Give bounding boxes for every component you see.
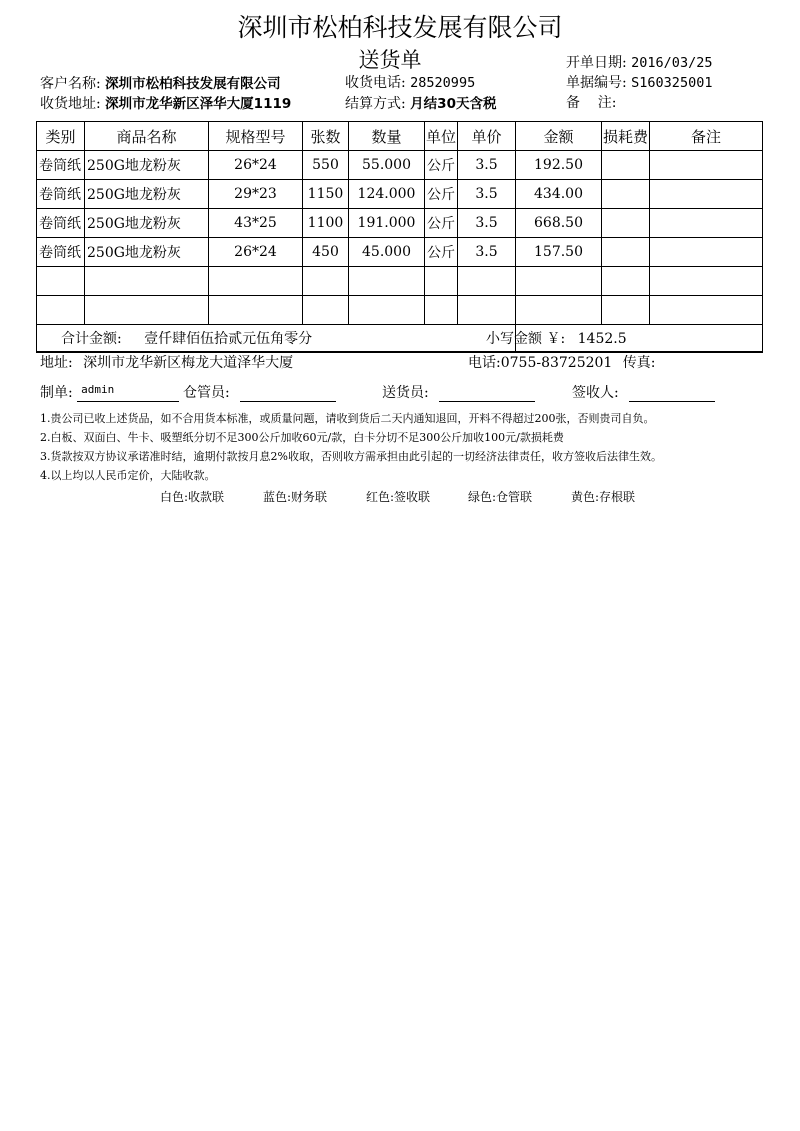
cell-unit-price: 3.5 [458, 180, 516, 209]
signer-sign-line[interactable] [629, 383, 715, 402]
note-2: 2.白板、双面白、牛卡、吸塑纸分切不足300公斤加收60元/款，白卡分切不足300公斤加收100元/款损耗费 [40, 431, 564, 444]
open-date-value: 2016/03/25 [631, 55, 713, 71]
warehouse-label: 仓管员: [183, 385, 230, 401]
customer-value: 深圳市松柏科技发展有限公司 [105, 76, 281, 92]
address-label: 收货地址: [40, 96, 101, 112]
items-table [36, 121, 763, 353]
phone-label: 收货电话: [345, 75, 406, 91]
cell-product-name: 250G地龙粉灰 [85, 209, 209, 238]
col-unit-price: 单价 [458, 122, 516, 151]
cell-remark [650, 151, 763, 180]
cell-unit-price: 3.5 [458, 151, 516, 180]
payment-row [345, 92, 496, 113]
phone-value: 28520995 [410, 75, 476, 91]
cell-sheets: 1100 [303, 209, 349, 238]
cell-loss-fee [602, 151, 650, 180]
cell-unit: 公斤 [425, 151, 458, 180]
doc-no-row [566, 72, 712, 92]
cell-remark [650, 180, 763, 209]
cell-loss-fee [602, 238, 650, 267]
tel-value: 0755-83725201 [500, 355, 613, 371]
delivery-label: 送货员: [382, 385, 429, 401]
company-name: 深圳市松柏科技发展有限公司 [237, 13, 563, 42]
address-value: 深圳市龙华新区泽华大厦1119 [105, 96, 292, 112]
maker-value: admin [77, 383, 179, 402]
warehouse-field [183, 382, 336, 402]
note-4: 4.以上均以人民币定价，大陆收款。 [40, 469, 216, 482]
cell-unit: 公斤 [425, 238, 458, 267]
customer-label: 客户名称: [40, 76, 101, 92]
cell-spec: 43*25 [209, 209, 303, 238]
remark-label: 备 注: [566, 95, 617, 111]
cell-product-name: 250G地龙粉灰 [85, 151, 209, 180]
col-loss-fee: 损耗费 [602, 122, 650, 151]
cell-quantity: 191.000 [349, 209, 425, 238]
table-row [37, 209, 763, 238]
table-row-empty [37, 296, 763, 325]
cell-loss-fee [602, 180, 650, 209]
customer-row [40, 72, 281, 93]
cell-category: 卷筒纸 [37, 180, 85, 209]
phone-row [345, 72, 475, 92]
note-3: 3.货款按双方协议承诺准时结，逾期付款按月息2%收取，否则收方需承担由此引起的一切经济法律责任，收方签收后法律生效。 [40, 450, 662, 463]
cell-product-name: 250G地龙粉灰 [85, 180, 209, 209]
cell-category: 卷筒纸 [37, 238, 85, 267]
cell-sheets: 1150 [303, 180, 349, 209]
doc-no-label: 单据编号: [566, 75, 627, 91]
cell-unit: 公斤 [425, 180, 458, 209]
signer-label: 签收人: [572, 385, 619, 401]
cell-spec: 26*24 [209, 151, 303, 180]
copy-green: 绿色:仓管联 [468, 490, 533, 504]
cell-spec: 29*23 [209, 180, 303, 209]
warehouse-sign-line[interactable] [240, 383, 336, 402]
note-1: 1.贵公司已收上述货品，如不合用货本标准，或质量问题，请收到货后二天内通知退回，开料不得超过200张，否则贵司自负。 [40, 412, 655, 425]
footer-address-value: 深圳市龙华新区梅龙大道泽华大厦 [83, 355, 294, 371]
col-unit: 单位 [425, 122, 458, 151]
cell-loss-fee [602, 209, 650, 238]
doc-no-value: S160325001 [631, 75, 713, 91]
cell-unit-price: 3.5 [458, 238, 516, 267]
cell-quantity: 55.000 [349, 151, 425, 180]
tel-label: 电话: [468, 355, 501, 371]
col-quantity: 数量 [349, 122, 425, 151]
table-row [37, 238, 763, 267]
total-small-label: 小写金额 ￥: [486, 331, 566, 347]
col-spec: 规格型号 [209, 122, 303, 151]
maker-label: 制单: [40, 385, 73, 401]
cell-sheets: 550 [303, 151, 349, 180]
cell-amount: 434.00 [516, 180, 602, 209]
delivery-field [382, 382, 535, 402]
fax-label: 传真: [622, 355, 656, 371]
cell-unit: 公斤 [425, 209, 458, 238]
signer-field [572, 382, 715, 402]
address-row [40, 92, 291, 113]
footer-address [40, 352, 293, 372]
col-product-name: 商品名称 [85, 122, 209, 151]
cell-remark [650, 209, 763, 238]
cell-amount: 192.50 [516, 151, 602, 180]
maker-field [40, 382, 179, 402]
table-row [37, 151, 763, 180]
cell-product-name: 250G地龙粉灰 [85, 238, 209, 267]
col-sheets: 张数 [303, 122, 349, 151]
copy-white: 白色:收款联 [160, 490, 225, 504]
delivery-sign-line[interactable] [439, 383, 535, 402]
cell-amount: 157.50 [516, 238, 602, 267]
cell-amount: 668.50 [516, 209, 602, 238]
total-words-cell [37, 325, 516, 353]
open-date-label: 开单日期: [566, 55, 627, 71]
total-small-value: 1452.5 [577, 331, 627, 347]
table-header-row [37, 122, 763, 151]
total-small-cell [486, 325, 763, 353]
cell-unit-price: 3.5 [458, 209, 516, 238]
total-row [37, 325, 763, 353]
total-words: 壹仟肆佰伍拾贰元伍角零分 [144, 331, 313, 347]
document-title: 送货单 [358, 48, 422, 72]
cell-quantity: 124.000 [349, 180, 425, 209]
table-row [37, 180, 763, 209]
open-date [566, 52, 712, 72]
col-amount: 金额 [516, 122, 602, 151]
cell-category: 卷筒纸 [37, 151, 85, 180]
cell-quantity: 45.000 [349, 238, 425, 267]
copy-red: 红色:签收联 [366, 490, 431, 504]
payment-label: 结算方式: [345, 96, 406, 112]
payment-value: 月结30天含税 [410, 96, 497, 112]
cell-sheets: 450 [303, 238, 349, 267]
table-row-empty [37, 267, 763, 296]
col-remark: 备注 [650, 122, 763, 151]
cell-spec: 26*24 [209, 238, 303, 267]
footer-contact [468, 352, 656, 372]
copy-blue: 蓝色:财务联 [263, 490, 328, 504]
footer-address-label: 地址: [40, 355, 73, 371]
cell-remark [650, 238, 763, 267]
cell-category: 卷筒纸 [37, 209, 85, 238]
copy-yellow: 黄色:存根联 [571, 490, 636, 504]
col-category: 类别 [37, 122, 85, 151]
total-label: 合计金额: [61, 331, 122, 347]
